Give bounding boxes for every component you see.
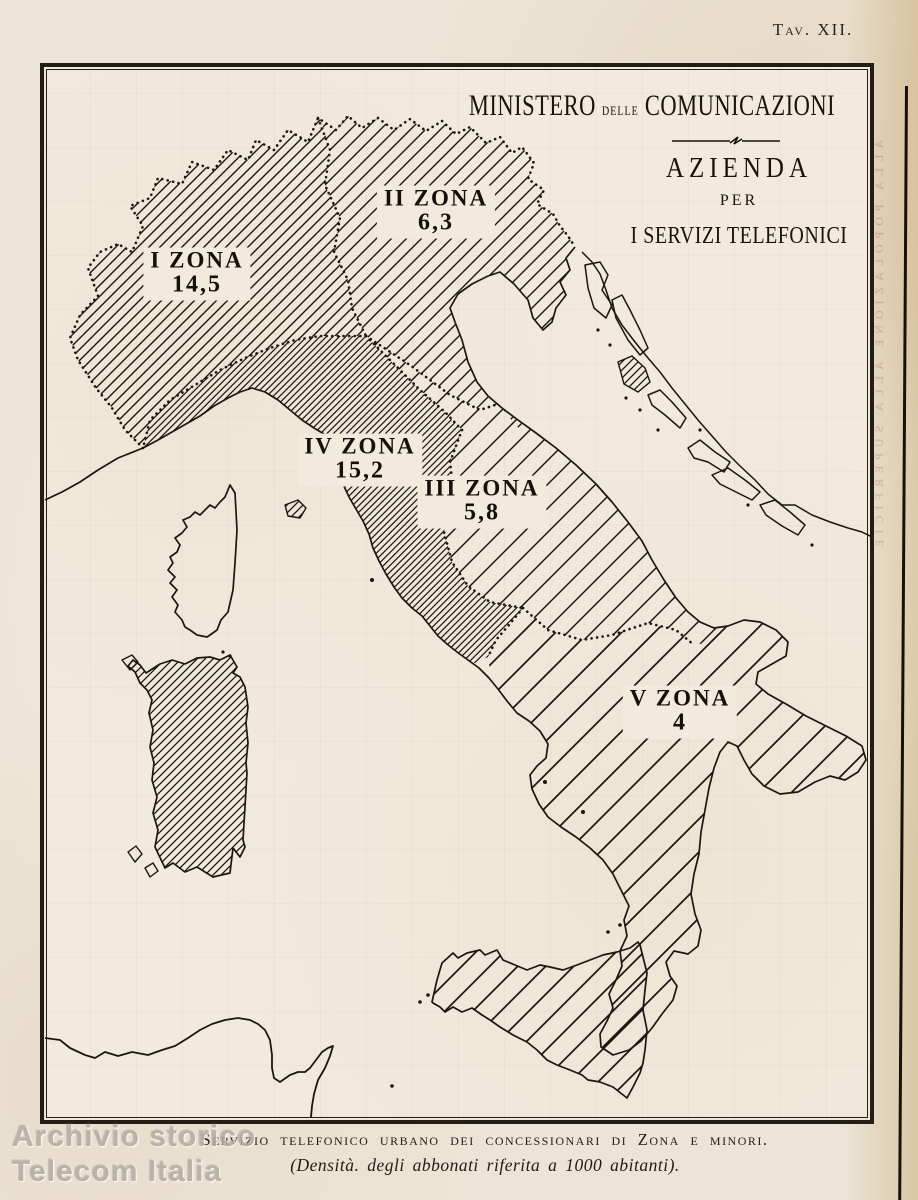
zone-3-name: III ZONA — [424, 475, 540, 501]
plate-number: Tav. XII. — [772, 20, 854, 39]
zone-label-5 — [623, 686, 737, 739]
zone-4-name: IV ZONA — [304, 433, 416, 459]
ministry-title-part1: MINISTERO — [468, 89, 596, 122]
agency-title-line3: I SERVIZI TELEFONICI — [630, 222, 848, 250]
page-edge-line — [898, 86, 908, 1200]
zone-label-2 — [377, 186, 495, 239]
caption-line1: Servizio telefonico urbano dei concessionari di Zona e minori. — [201, 1130, 769, 1149]
agency-title-line1: AZIENDA — [665, 152, 813, 184]
zone-label-3 — [417, 476, 546, 529]
ministry-title — [452, 89, 852, 123]
corsica-outline — [168, 485, 237, 637]
zara-islet-hatched — [618, 356, 650, 392]
dalmatia-coast — [582, 252, 870, 538]
caption-line2: (Densità. degli abbonati riferita a 1000 abitanti). — [290, 1155, 680, 1175]
zone-5-value: 4 — [673, 709, 687, 736]
archive-watermark — [12, 1120, 256, 1189]
sardinia-region — [128, 655, 248, 877]
map-frame — [40, 63, 874, 1124]
zone-4-value: 15,2 — [334, 457, 385, 484]
bleedthrough-text: ALLA POPOLAZIONE ALLA SUPERFICIE — [872, 140, 886, 554]
zone-2-value: 6,3 — [417, 209, 454, 236]
sicily-region — [432, 942, 647, 1098]
watermark-line1: Archivio storico — [12, 1120, 257, 1153]
africa-coastline — [45, 1018, 333, 1117]
zone-1-name: I ZONA — [150, 247, 244, 273]
zone-3-value: 5,8 — [464, 499, 500, 526]
title-divider-ornament — [670, 135, 782, 147]
zone-label-1 — [143, 248, 250, 301]
zone-5-name: V ZONA — [629, 685, 731, 711]
zone-2-name: II ZONA — [383, 185, 489, 211]
ministry-title-part3: COMUNICAZIONI — [644, 89, 836, 122]
ministry-title-part2: delle — [602, 100, 639, 121]
watermark-line2: Telecom Italia — [12, 1154, 223, 1188]
zone-1-value: 14,5 — [172, 271, 222, 298]
zone-label-4 — [297, 434, 422, 487]
agency-title-line2: PER — [719, 192, 759, 209]
